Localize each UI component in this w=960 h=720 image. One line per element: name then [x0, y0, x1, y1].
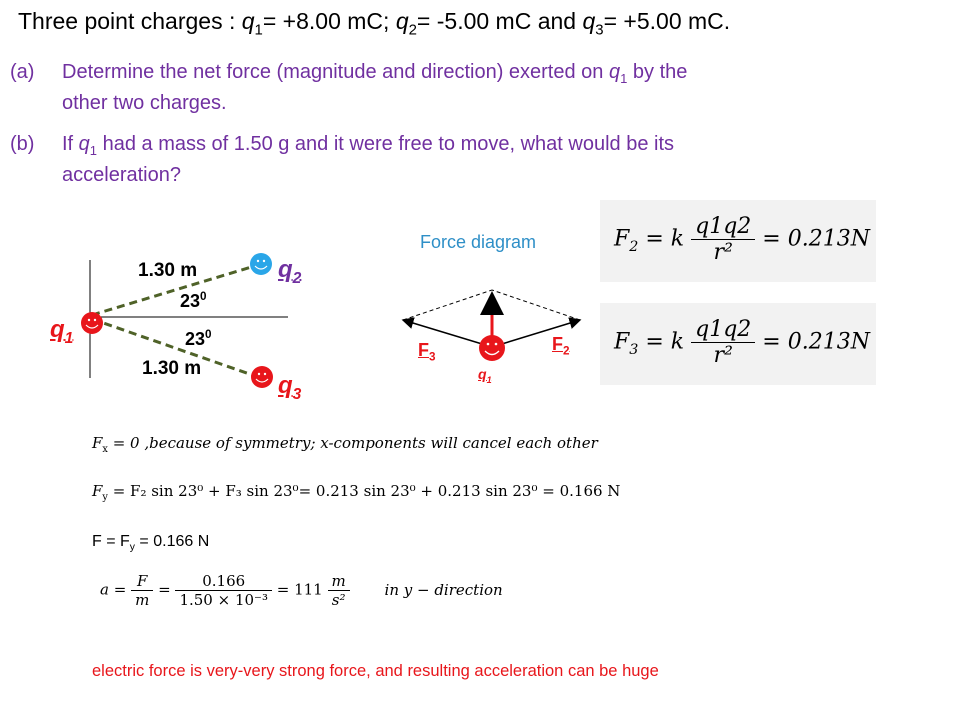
f3-arrow	[403, 320, 492, 347]
distance-q1-q2: 1.30 m	[138, 260, 198, 281]
q2-smiley-icon	[250, 253, 272, 275]
force-q1-label: $q_1$	[478, 366, 492, 385]
parallelogram-left	[403, 290, 492, 320]
question-b	[0, 132, 960, 184]
q3-smiley-icon	[251, 366, 273, 388]
force-diagram-title: Force diagram	[420, 232, 537, 252]
distance-q1-q3: 1.30 m	[142, 358, 202, 379]
equation-fx: $F_x = 0$ ,because of symmetry; x-components will cancel each other	[92, 434, 598, 455]
q1-smiley-icon	[81, 312, 103, 334]
force-q1-smiley-icon	[479, 335, 505, 361]
question-a-text: Determine the net force (magnitude and direction) exerted on $q_1$ by the other two charges.	[62, 61, 688, 114]
question-b-label: (b)	[10, 133, 35, 155]
angle-bottom: $23^0$	[185, 328, 212, 349]
formula-f2: $F_2 = k$ $\frac{q1q2}{\text{r²}}$ = 0.213N	[614, 214, 870, 265]
formula-f2-box	[600, 200, 876, 282]
equation-acceleration: a = $\frac{F}{m}$ = $\frac{0.166}{\text{1.50 × 10⁻³}}$ = 111 $\frac{m}{\text{s²}}$ in y − direction	[100, 572, 503, 609]
q1-label: $q_1$	[50, 316, 74, 347]
question-b-text: If $q_1$ had a mass of 1.50 g and it were free to move, what would be its acceleration?	[62, 133, 675, 186]
f3-label: $F_3$	[418, 340, 436, 364]
q3-label: $q_3$	[278, 372, 302, 403]
parallelogram-right	[492, 290, 580, 320]
conclusion-text: electric force is very-very strong force, and resulting acceleration can be huge	[92, 662, 659, 680]
equation-f: $F = F_y = 0.166$ N	[92, 533, 210, 554]
page-title: Three point charges : $q_1= +8.00$ mC; $q_2= -5.00$ mC and $q_3= +5.00$ mC.	[18, 8, 731, 39]
formula-f3: $F_3 = k$ $\frac{q1q2}{\text{r²}}$ = 0.213N	[614, 317, 870, 368]
f2-label: $F_2$	[552, 334, 570, 358]
equation-fy: $F_y = F_2$ sin 23⁰ + F₃ sin 23⁰= 0.213 sin 23⁰ + 0.213 sin 23⁰ = 0.166 N	[92, 482, 621, 503]
question-a	[0, 60, 960, 112]
formula-f3-box	[600, 303, 876, 385]
question-a-label: (a)	[10, 61, 35, 83]
q2-label: $q_2$	[278, 256, 302, 287]
angle-top: $23^0$	[180, 290, 207, 311]
